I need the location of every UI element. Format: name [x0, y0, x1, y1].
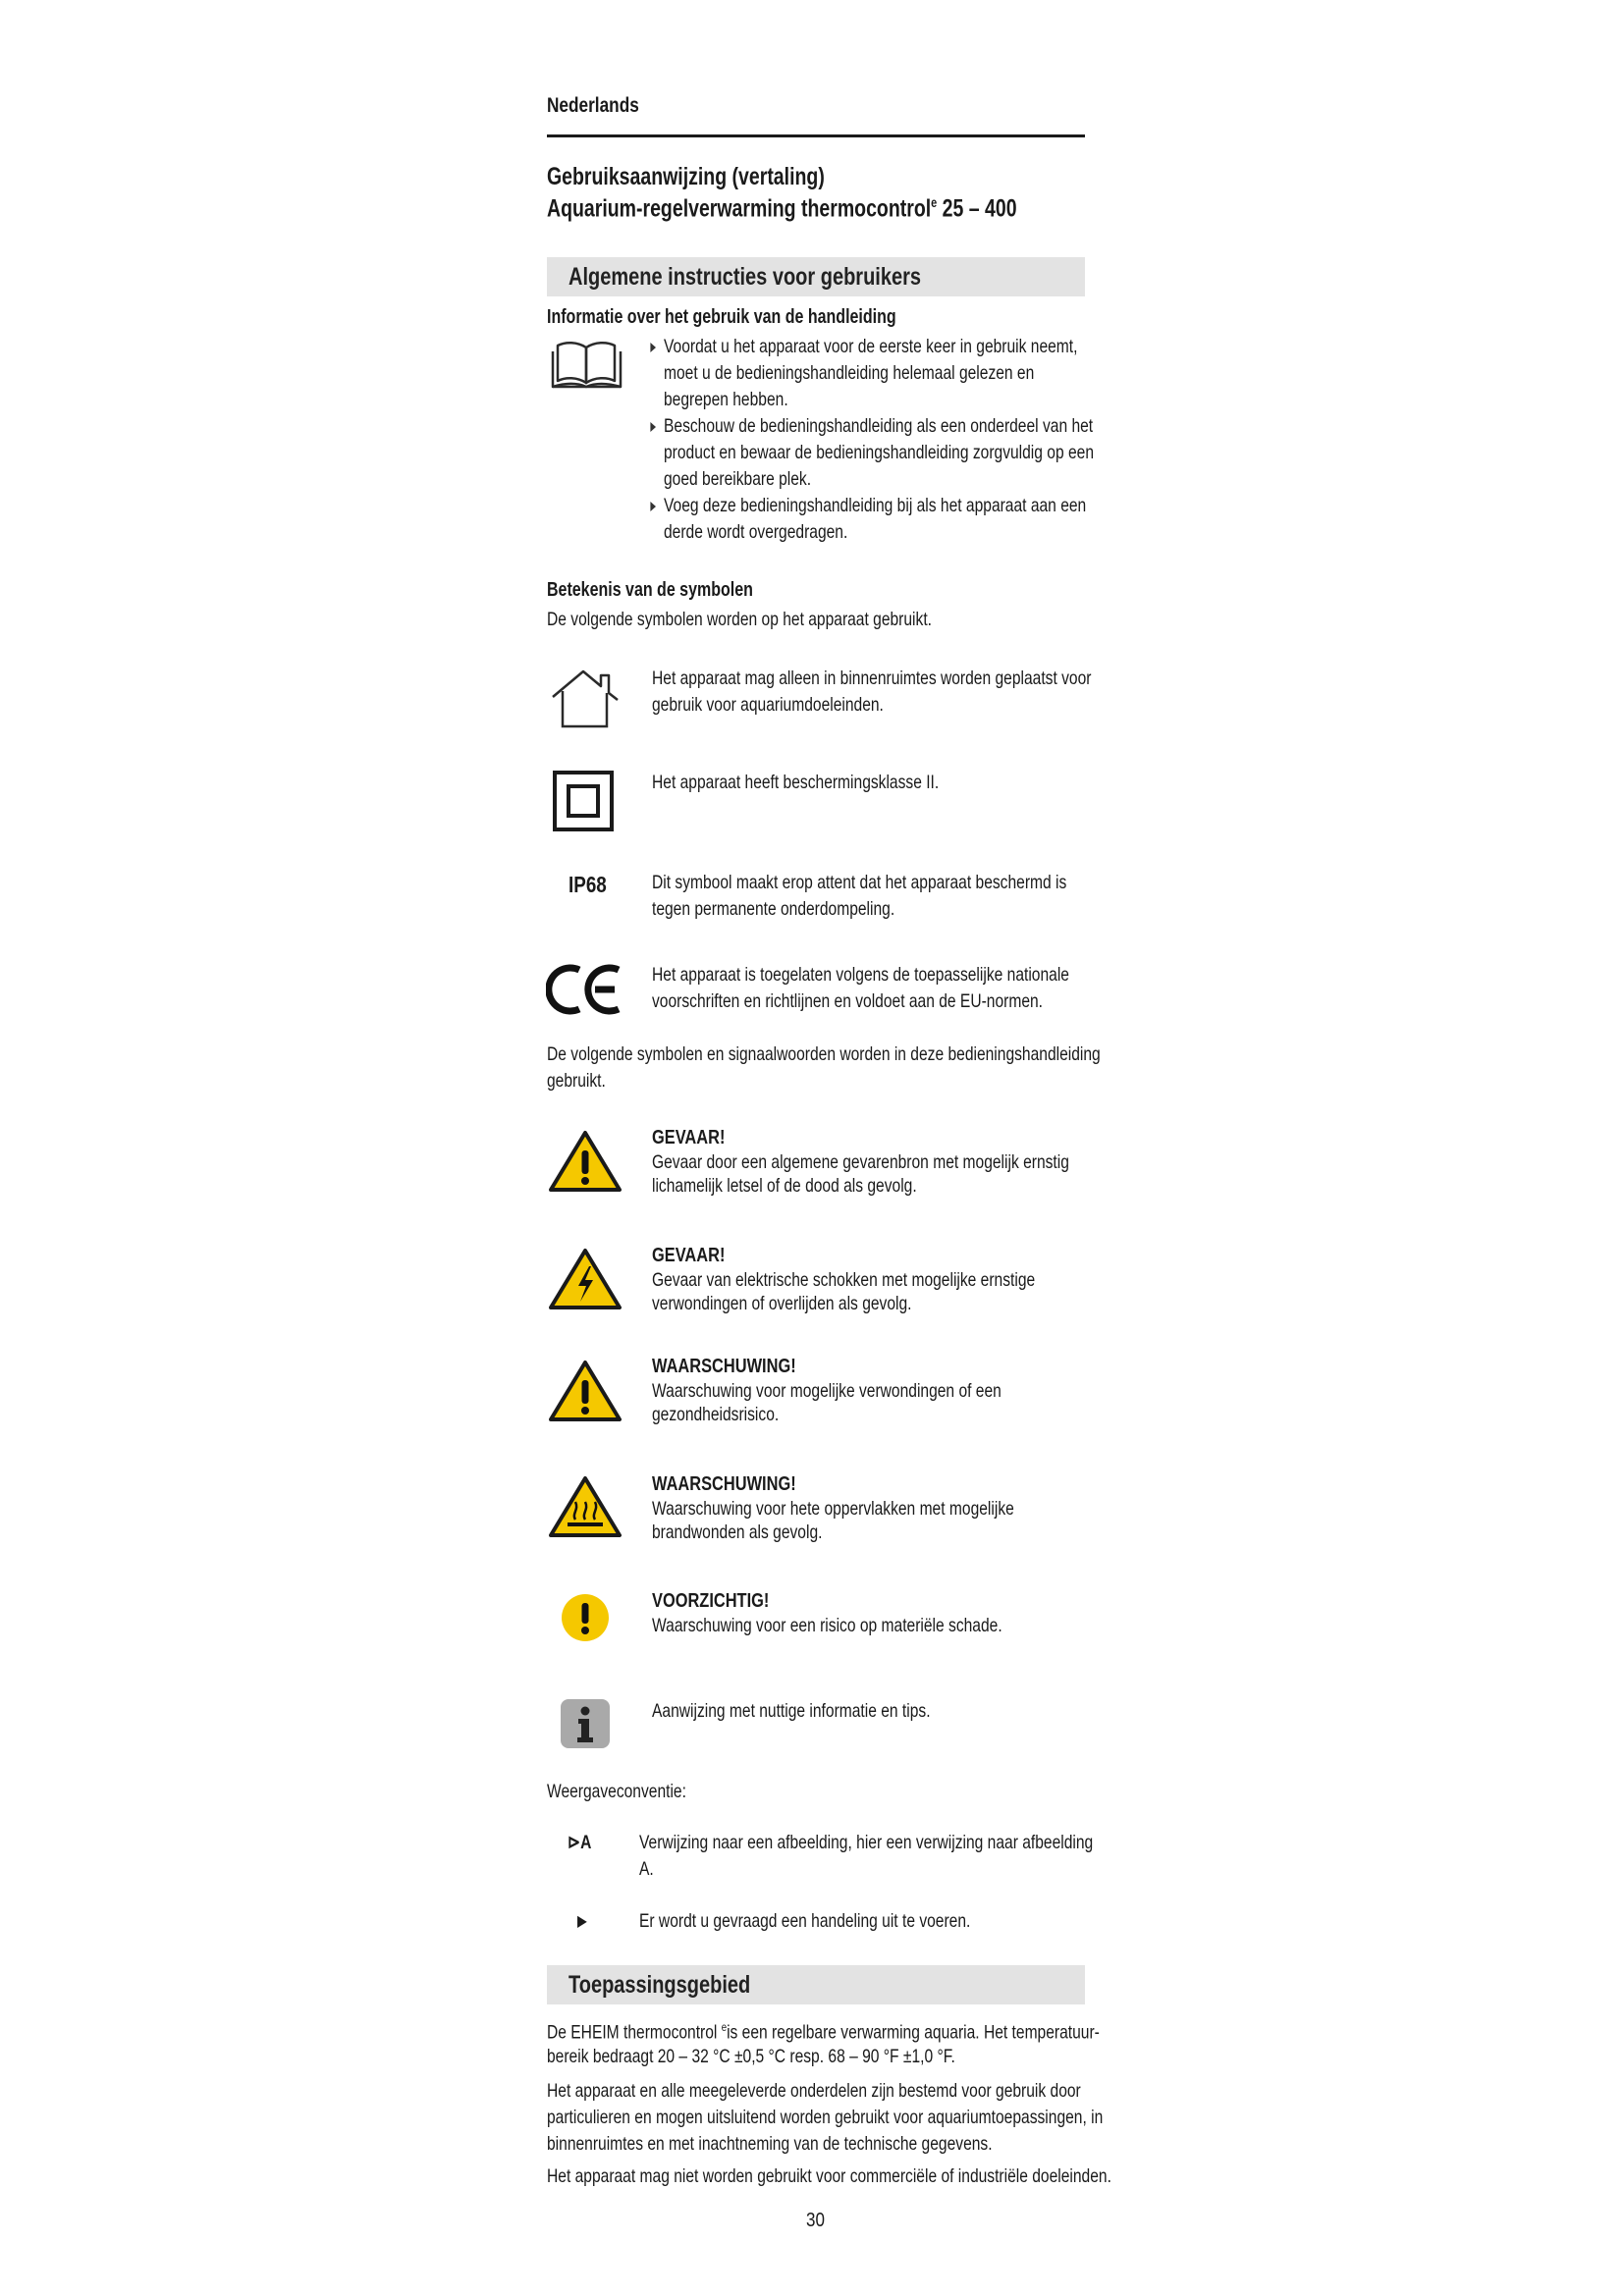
- figure-reference-description: Verwijzing naar een afbeelding, hier een verwijzing naar afbeelding A.: [639, 1832, 1094, 1880]
- caution-block: [652, 1590, 1090, 1639]
- bullet-item: Beschouw de bedieningshandleiding als een onderdeel van het: [648, 413, 1094, 440]
- bullet-item-line: product en bewaar de bedieningshandleiding zorgvuldig op een: [664, 442, 1094, 463]
- danger-electric-block: [652, 1245, 1131, 1317]
- signal-word: VOORZICHTIG!: [652, 1590, 770, 1612]
- bullet-item: Voeg deze bedieningshandleiding bij als het apparaat aan een: [648, 493, 1094, 519]
- electric-shock-icon: [548, 1247, 623, 1311]
- protection-class-ii-icon: [552, 770, 615, 832]
- manual-book-icon: [550, 336, 623, 391]
- ce-description: Het apparaat is toegelaten volgens de toepasselijke nationale voorschriften en richtlijnen en voldoet aan de EU-normen.: [652, 964, 1069, 1012]
- ce-mark-icon: [546, 962, 624, 1017]
- hot-surface-icon: [548, 1474, 623, 1539]
- house-icon: [550, 666, 621, 730]
- caution-icon: [560, 1592, 611, 1643]
- symbols-intro: De volgende symbolen worden op het apparaat gebruikt.: [547, 609, 932, 630]
- info-icon: [560, 1698, 611, 1749]
- document-title-line1: Gebruiksaanwijzing (vertaling): [547, 163, 825, 190]
- header-rule: [547, 134, 1085, 137]
- signal-text: gezondheidsrisico.: [652, 1404, 780, 1425]
- signal-text: Gevaar van elektrische schokken met mogelijke ernstige: [652, 1269, 1036, 1291]
- ip68-label: IP68: [568, 872, 607, 897]
- bullet-item: Voordat u het apparaat voor de eerste keer in gebruik neemt,: [648, 334, 1094, 360]
- signal-words-intro: De volgende symbolen en signaalwoorden worden in deze bedieningshandleiding gebruikt.: [547, 1043, 1101, 1092]
- warning-injury-block: [652, 1356, 1089, 1428]
- signal-word: WAARSCHUWING!: [652, 1356, 796, 1377]
- signal-word: GEVAAR!: [652, 1245, 726, 1266]
- page-number: 30: [806, 2210, 825, 2231]
- signal-text: Waarschuwing voor mogelijke verwondingen of een: [652, 1380, 1001, 1402]
- section-heading-application: Toepassingsgebied: [547, 1965, 1085, 2004]
- danger-general-block: [652, 1127, 1173, 1200]
- section-heading-general: Algemene instructies voor gebruikers: [547, 257, 1085, 296]
- usage-info-heading: Informatie over het gebruik van de handleiding: [547, 306, 896, 328]
- bullet-item-line: begrepen hebben.: [664, 389, 788, 410]
- application-paragraph-3: Het apparaat mag niet worden gebruikt voor commerciële of industriële doeleinden.: [547, 2165, 1111, 2187]
- action-step-marker: ▶: [577, 1913, 587, 1930]
- signal-text: lichamelijk letsel of de dood als gevolg.: [652, 1175, 917, 1197]
- signal-word: WAARSCHUWING!: [652, 1473, 796, 1495]
- info-description: Aanwijzing met nuttige informatie en tips.: [652, 1700, 931, 1722]
- bullet-item-line: derde wordt overgedragen.: [664, 521, 848, 543]
- signal-word: GEVAAR!: [652, 1127, 726, 1148]
- protection-class-description: Het apparaat heeft beschermingsklasse II.: [652, 772, 940, 793]
- usage-bullet-list: [648, 334, 1094, 546]
- symbols-heading: Betekenis van de symbolen: [547, 579, 753, 601]
- signal-text: Waarschuwing voor hete oppervlakken met mogelijke: [652, 1498, 1014, 1520]
- application-paragraph-1: De EHEIM thermocontrol $^e$is een regelbare verwarming aquaria. Het temperatuur- bereik bedraagt 20 – 32 °C ±0,5 °C resp. 68 – 90 °F ±1,0 °F.: [547, 2020, 1100, 2067]
- figure-reference-marker: ⊳A: [568, 1832, 592, 1853]
- bullet-item-line: goed bereikbare plek.: [664, 468, 812, 490]
- bullet-item-line: moet u de bedieningshandleiding helemaal gelezen en: [664, 362, 1035, 384]
- document-title-line2: Aquarium-regelverwarming thermocontrol$^e$ 25 – 400: [547, 194, 1017, 223]
- signal-text: brandwonden als gevolg.: [652, 1522, 823, 1543]
- action-step-description: Er wordt u gevraagd een handeling uit te voeren.: [639, 1910, 971, 1932]
- ip68-description: Dit symbool maakt erop attent dat het apparaat beschermd is tegen permanente onderdompeling.: [652, 872, 1067, 920]
- warning-hot-block: [652, 1473, 1105, 1546]
- signal-text: Gevaar door een algemene gevarenbron met mogelijk ernstig: [652, 1151, 1069, 1173]
- signal-text: verwondingen of overlijden als gevolg.: [652, 1293, 912, 1314]
- convention-heading: Weergaveconventie:: [547, 1781, 686, 1802]
- warning-icon: [548, 1359, 623, 1423]
- general-danger-icon: [548, 1129, 623, 1194]
- house-symbol-description: Het apparaat mag alleen in binnenruimtes worden geplaatst voor gebruik voor aquariumdoeleinden.: [652, 667, 1092, 716]
- language-label: Nederlands: [547, 94, 639, 117]
- signal-text: Waarschuwing voor een risico op materiële schade.: [652, 1615, 1002, 1636]
- application-paragraph-2: Het apparaat en alle meegeleverde onderdelen zijn bestemd voor gebruik door particulieren en mogen uitsluitend worden gebruikt voor aquariumtoepassingen, in binnenruimtes en met inachtneming van de technische gegevens.: [547, 2080, 1104, 2155]
